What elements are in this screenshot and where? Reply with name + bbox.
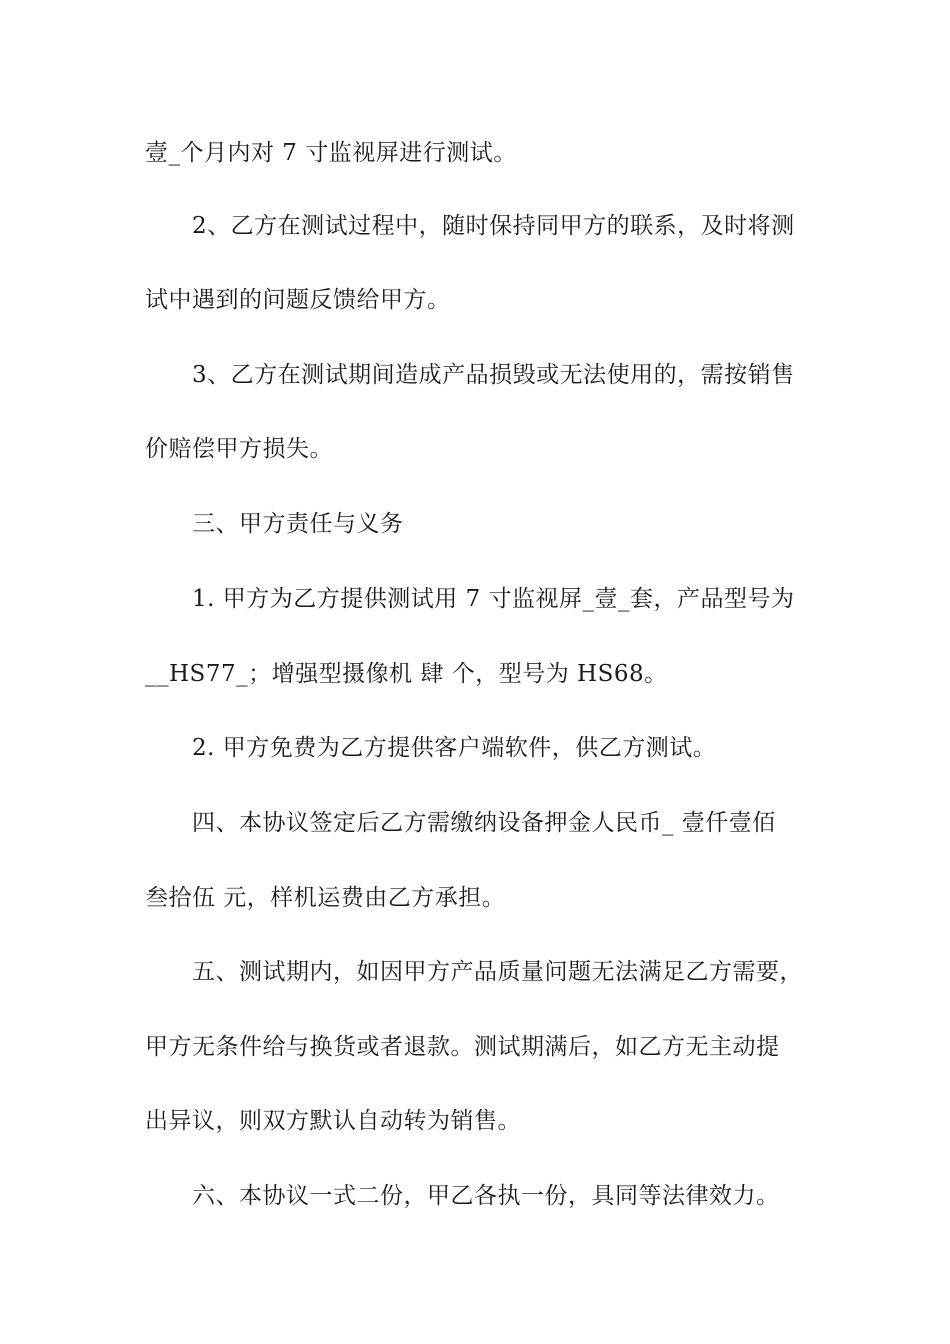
- text-line: 六、本协议一式二份，甲乙各执一份，具同等法律效力。: [192, 1183, 780, 1209]
- text-line: 2、乙方在测试过程中，随时保持同甲方的联系，及时将测: [192, 213, 795, 239]
- text-line: 1. 甲方为乙方提供测试用 7 寸监视屏_壹_套，产品型号为: [192, 586, 795, 612]
- text-line: 五、测试期内，如因甲方产品质量问题无法满足乙方需要，: [192, 959, 803, 985]
- section-heading: 三、甲方责任与义务: [192, 511, 404, 537]
- text-line: 3、乙方在测试期间造成产品损毁或无法使用的，需按销售: [192, 362, 795, 388]
- text-line: 甲方无条件给与换货或者退款。测试期满后，如乙方无主动提: [145, 1034, 780, 1060]
- text-line: 壹_个月内对 7 寸监视屏进行测试。: [145, 140, 517, 166]
- text-line: 试中遇到的问题反馈给甲方。: [145, 287, 451, 313]
- text-line: 出异议，则双方默认自动转为销售。: [145, 1108, 521, 1134]
- text-line: 叁拾伍 元，样机运费由乙方承担。: [145, 885, 506, 911]
- text-line: 2. 甲方免费为乙方提供客户端软件，供乙方测试。: [192, 735, 717, 761]
- text-line: __HS77_；增强型摄像机 肆 个，型号为 HS68。: [145, 661, 668, 687]
- text-line: 四、本协议签定后乙方需缴纳设备押金人民币_ 壹仟壹佰: [192, 810, 776, 836]
- text-line: 价赔偿甲方损失。: [145, 436, 333, 462]
